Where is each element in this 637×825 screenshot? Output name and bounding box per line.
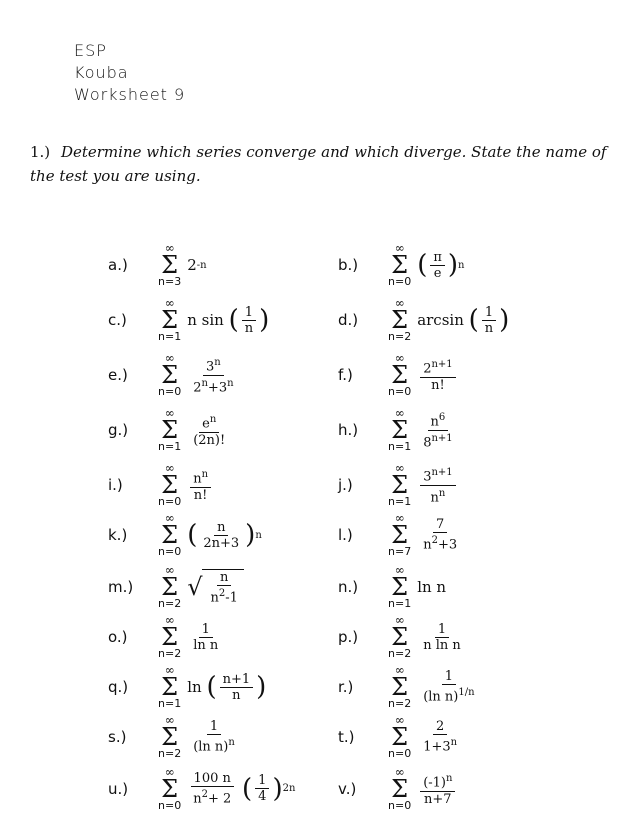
series-term: ln n xyxy=(417,578,447,596)
problem-label: d.) xyxy=(338,311,359,329)
problem-label: t.) xyxy=(338,728,355,746)
series-term: $\frac{1}{(\ln n)^{1/n}}$ xyxy=(423,669,475,705)
sigma-symbol: ∞ Σ n=0 xyxy=(388,713,412,760)
series-term: √ $\frac{n}{n^2-1}$ xyxy=(187,569,244,605)
problem-label: v.) xyxy=(338,780,357,798)
sigma-symbol: ∞ Σ n=1 xyxy=(388,563,412,610)
series-term: ( $\frac{\pi}{e}$ ) n xyxy=(417,249,465,281)
problem-label: k.) xyxy=(108,526,128,544)
problem-label: h.) xyxy=(338,421,359,439)
series-term: $\frac{3^n}{2^n+3^n}$ xyxy=(193,357,234,395)
sigma-symbol: ∞ Σ n=2 xyxy=(388,663,412,710)
problem-n xyxy=(338,562,628,612)
problem-p xyxy=(338,612,628,662)
sigma-symbol: ∞ Σ n=1 xyxy=(158,296,182,343)
question-text: Determine which series converge and which diverge. State the name of the test you are using. xyxy=(30,143,607,185)
header-course: ESP xyxy=(74,41,107,60)
series-term: $\frac{n^6}{8^{n+1}}$ xyxy=(423,412,453,450)
problem-label: n.) xyxy=(338,578,359,596)
problem-label: q.) xyxy=(108,678,129,696)
series-term: ( $\frac{n}{2n+3}$ ) n xyxy=(187,519,262,551)
problem-label: g.) xyxy=(108,421,129,439)
problem-label: s.) xyxy=(108,728,127,746)
problem-label: j.) xyxy=(338,476,353,494)
worksheet-header xyxy=(74,40,185,106)
series-term: $\frac{3^{n+1}}{n^n}$ xyxy=(417,465,458,505)
series-term: $\frac{100 n}{n^2+ 2}$ ( $\frac{1}{4}$ ) 2n xyxy=(187,771,295,806)
series-term: $\frac{1}{\text{ln n}}$ xyxy=(193,621,219,653)
problem-b xyxy=(338,240,628,290)
problem-t xyxy=(338,712,628,762)
sigma-symbol: ∞ Σ n=2 xyxy=(158,613,182,660)
problem-label: r.) xyxy=(338,678,354,696)
problem-j xyxy=(338,460,628,510)
sigma-symbol: ∞ Σ n=0 xyxy=(158,461,182,508)
sigma-symbol: ∞ Σ n=7 xyxy=(388,511,412,558)
problem-label: a.) xyxy=(108,256,128,274)
problem-v xyxy=(338,764,628,814)
series-term: arcsin ( $\frac{1}{n}$ ) xyxy=(417,304,510,336)
problem-label: b.) xyxy=(338,256,359,274)
sigma-symbol: ∞ Σ n=1 xyxy=(388,406,412,453)
problem-r xyxy=(338,662,628,712)
problem-label: c.) xyxy=(108,311,127,329)
series-term: $\frac{2}{1+3^n}$ xyxy=(423,719,458,755)
series-term: n sin ( $\frac{1}{n}$ ) xyxy=(187,304,270,336)
problem-label: m.) xyxy=(108,578,134,596)
series-term: $\frac{1}{(\ln n)^n}$ xyxy=(193,719,235,755)
problem-l xyxy=(338,510,628,560)
sigma-symbol: ∞ Σ n=2 xyxy=(388,296,412,343)
problem-f xyxy=(338,350,628,400)
problem-label: i.) xyxy=(108,476,123,494)
series-term: $\frac{e^n}{(2n)!}$ xyxy=(193,414,226,448)
series-term: $\frac{n^n}{n!}$ xyxy=(187,467,214,502)
problem-label: p.) xyxy=(338,628,359,646)
sigma-symbol: ∞ Σ n=0 xyxy=(158,511,182,558)
sigma-symbol: ∞ Σ n=2 xyxy=(158,713,182,760)
sigma-symbol: ∞ Σ n=0 xyxy=(158,351,182,398)
series-term: $\frac{(-1)^n}{n+7}$ xyxy=(417,771,458,806)
problem-label: l.) xyxy=(338,526,353,544)
sigma-symbol: ∞ Σ n=1 xyxy=(158,406,182,453)
problem-label: e.) xyxy=(108,366,128,384)
series-term: ln ( $\frac{n+1}{n}$ ) xyxy=(187,671,267,703)
question-number: 1.) xyxy=(30,143,51,161)
problem-label: o.) xyxy=(108,628,128,646)
sigma-symbol: ∞ Σ n=0 xyxy=(388,241,412,288)
series-term: 2 -n xyxy=(187,256,207,274)
problem-d xyxy=(338,295,628,345)
sigma-symbol: ∞ Σ n=2 xyxy=(158,563,182,610)
series-term: $\frac{7}{n^2+3}$ xyxy=(423,517,458,553)
sigma-symbol: ∞ Σ n=0 xyxy=(388,351,412,398)
question-1 xyxy=(30,140,620,188)
series-term: $\frac{1}{\text{n ln n}}$ xyxy=(423,621,461,653)
sigma-symbol: ∞ Σ n=1 xyxy=(388,461,412,508)
sigma-symbol: ∞ Σ n=0 xyxy=(158,765,182,812)
header-instructor: Kouba xyxy=(74,63,129,82)
problem-h xyxy=(338,405,628,455)
sigma-symbol: ∞ Σ n=1 xyxy=(158,663,182,710)
problem-label: u.) xyxy=(108,780,129,798)
series-term: $\frac{2^{n+1}}{n!}$ xyxy=(417,357,458,392)
problem-label: f.) xyxy=(338,366,353,384)
sigma-symbol: ∞ Σ n=2 xyxy=(388,613,412,660)
sigma-symbol: ∞ Σ n=0 xyxy=(388,765,412,812)
sigma-symbol: ∞ Σ n=3 xyxy=(158,241,182,288)
header-title: Worksheet 9 xyxy=(74,85,186,104)
